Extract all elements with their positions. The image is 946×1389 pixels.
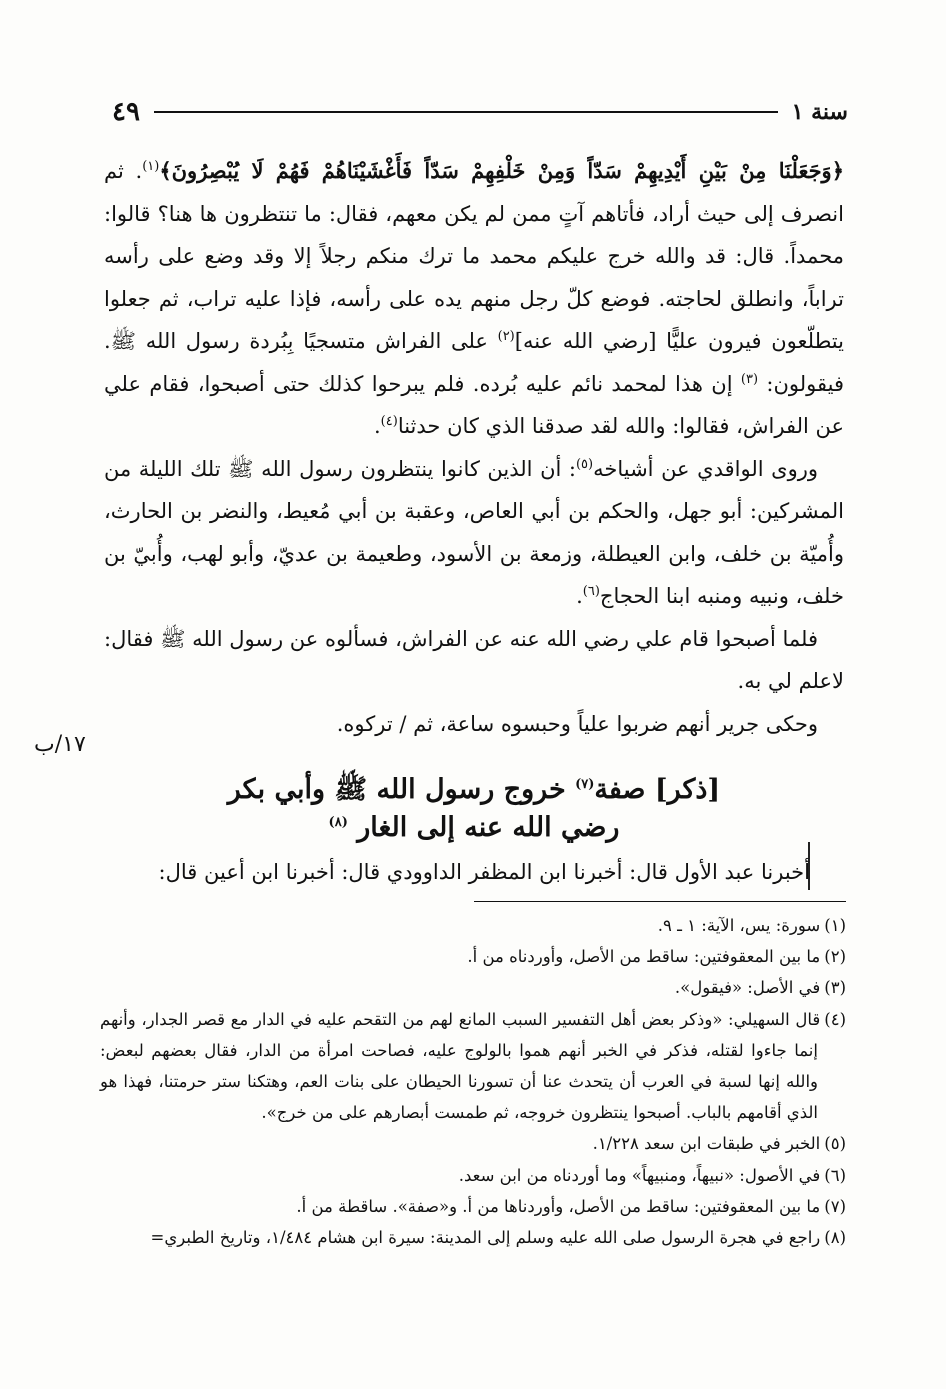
footnotes [100, 910, 846, 1253]
footnote-ref-7: (٧) [575, 777, 595, 792]
footnote-text: راجع في هجرة الرسول صلى الله عليه وسلم إلى المدينة: سيرة ابن هشام ١/٤٨٤، وتاريخ الطبري= [150, 1228, 821, 1248]
footnote-number: (٣) [824, 978, 846, 998]
footnote-item [100, 941, 846, 972]
footnote-item [100, 1222, 846, 1253]
footnote-number: (٤) [824, 1009, 846, 1029]
footnote-number: (٦) [824, 1165, 846, 1185]
section-heading-line-1 [104, 772, 844, 812]
footnote-ref-4: (٤) [380, 414, 398, 429]
paragraph-2 [104, 448, 844, 618]
paragraph-3: فلما أصبحوا قام علي رضي الله عنه عن الفراش، فسألوه عن رسول الله ﷺ فقال: لاعلم لي به. [104, 626, 844, 693]
paragraph-1 [104, 150, 844, 448]
footnote-number: (١) [824, 916, 846, 935]
footnote-number: (٧) [824, 1196, 846, 1216]
footnote-text: في الأصول: «نبيهاً، ومنبيهاً» وما أوردناه من ابن سعد. [458, 1165, 821, 1185]
isnad-line: أخبرنا عبد الأول قال: أخبرنا ابن المظفر الداوودي قال: أخبرنا ابن أعين قال: [158, 860, 810, 884]
paragraph-1-text-c: إن هذا لمحمد نائم عليه بُرده. فلم يبرحوا كذلك حتى أصبحوا، فقام علي عن الفراش، فقالوا: والله لقد صدقنا الذي كان حدثنا [104, 371, 844, 438]
footnote-text: ما بين المعقوفتين: ساقط من الأصل، وأوردناها من أ. و«صفة». ساقطة من أ. [296, 1196, 821, 1216]
heading-text-b: خروج رسول الله ﷺ وأبي بكر [227, 774, 566, 805]
paragraph-2-text-c: . [576, 584, 583, 608]
footnote-text: سورة: يس، الآية: ١ ـ ٩. [657, 916, 821, 935]
footnote-ref-1: (١) [142, 159, 160, 174]
header-rule [154, 111, 778, 113]
footnote-item [100, 1160, 846, 1191]
footnote-ref-8: (٨) [328, 815, 348, 830]
footnote-ref-3: (٣) [740, 371, 759, 387]
footnote-rule [474, 901, 846, 902]
quran-verse: ﴿وَجَعَلْنَا مِنْ بَيْنِ أَيْدِيهِمْ سَدّاً وَمِنْ خَلْفِهِمْ سَدّاً فَأَغْشَيْنَاهُمْ فَهُمْ لَا يُبْصِرُونَ﴾ [159, 158, 845, 183]
paragraph-4: وحكى جرير أنهم ضربوا علياً وحبسوه ساعة، ثم / تركوه. [336, 711, 818, 736]
footnote-item [100, 1128, 846, 1159]
running-head: سنة ١ [791, 99, 848, 125]
paragraph-1-text-a: . ثم انصرف إلى حيث أراد، فأتاهم آتٍ ممن لم يكن معهم، فقال: ما تنتظرون ها هنا؟ قالوا: محمداً. قال: قد والله خرج عليكم محمد ما ترك منكم رجلاً إلا وقد وضع على رأسه تراباً، وانطلق لحاجته. فوضع كلّ رجل منهم يده على رأسه، فإذا عليه تراب، ثم جعلوا يتطلّعون فيرون عليًّا [رضي الله عنه] [104, 159, 844, 353]
footnote-item [100, 1004, 846, 1129]
footnote-item [100, 972, 846, 1003]
footnote-text: ما بين المعقوفتين: ساقط من الأصل، وأوردناه من أ. [467, 947, 821, 967]
footnote-number: (٢) [824, 947, 846, 967]
paragraph-1-text-b: على الفراش متسجيًا بِبُردة رسول الله ﷺ. فيقولون: [104, 329, 844, 396]
footnote-ref-6: (٦) [582, 584, 600, 599]
footnote-text: في الأصل: «فيقول». [674, 978, 821, 998]
footnote-text: الخبر في طبقات ابن سعد ١/٢٢٨. [592, 1134, 821, 1154]
manuscript-folio-note: ١٧/ب [34, 732, 86, 757]
footnote-text: قال السهيلي: «وذكر بعض أهل التفسير السبب المانع لهم من التقحم عليه في الدار مع قصر الجدار، وأنهم إنما جاءوا لقتله، فذكر في الخبر أنهم هموا بالولوج عليه، فصاحت امرأة من الدار، فقال بعضهم لبعض: والله إنها لسبة في العرب أن يتحدث عنا أن تسورنا الحيطان على بنات العم، وهتكنا ستر حرمتنا، فهذا هو الذي أقامهم بالباب. أصبحوا ينتظرون خروجه، ثم طمست أبصارهم على من خرج». [100, 1009, 821, 1123]
heading-text-c: رضي الله عنه إلى الغار [357, 812, 620, 843]
paragraph-1-text-d: . [373, 414, 381, 438]
page-header [112, 92, 848, 132]
page-number: ٤٩ [112, 97, 140, 127]
paragraph-2-text-a: وروى الواقدي عن أشياخه [593, 456, 818, 481]
section-heading-line-2 [104, 812, 844, 843]
footnote-number: (٨) [824, 1228, 846, 1248]
footnote-ref-2: (٢) [497, 329, 515, 344]
footnote-item [100, 1191, 846, 1222]
footnote-ref-5: (٥) [575, 456, 594, 472]
main-text [104, 150, 844, 745]
heading-text-a: [ذكر] صفة [594, 774, 721, 805]
footnote-item [100, 910, 846, 941]
paragraph-2-text-b: : أن الذين كانوا ينتظرون رسول الله ﷺ تلك الليلة من المشركين: أبو جهل، والحكم بن أبي العاص، وعقبة بن أبي مُعيط، والنضر بن الحارث، وأُميّة بن خلف، وابن العيطلة، وزمعة بن الأسود، وطعيمة بن عديّ، وأبو لهب، وأُبيّ بن خلف، ونبيه ومنبه ابنا الحجاج [104, 456, 844, 608]
footnote-number: (٥) [824, 1134, 846, 1154]
